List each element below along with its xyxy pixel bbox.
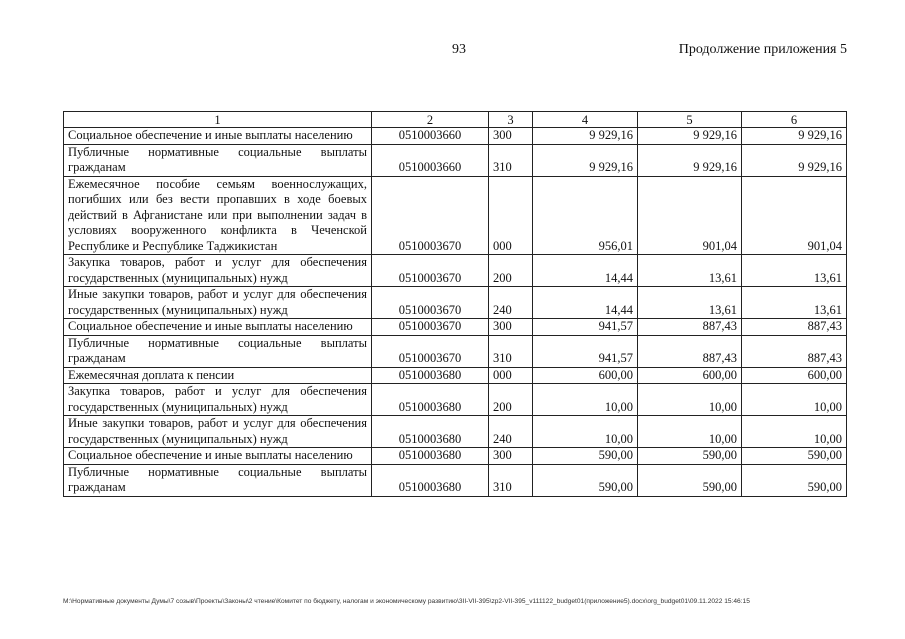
expense-type-code: 240 bbox=[489, 287, 533, 319]
expense-type-code: 300 bbox=[489, 128, 533, 145]
amount-col6: 13,61 bbox=[742, 255, 847, 287]
table-row bbox=[64, 448, 847, 465]
table-row bbox=[64, 367, 847, 384]
table-row bbox=[64, 144, 847, 176]
amount-col6: 13,61 bbox=[742, 287, 847, 319]
amount-col4: 600,00 bbox=[533, 367, 638, 384]
expense-name: Ежемесячное пособие семьям военнослужащих, погибших или без вести пропавших в ходе боевых действий в Афганистане или при выполнении задач в условиях вооруженного конфликта в Чеченской Республике и Республике Таджикистан bbox=[64, 176, 372, 255]
amount-col5: 13,61 bbox=[638, 255, 742, 287]
table-row bbox=[64, 255, 847, 287]
column-number-row bbox=[64, 112, 847, 128]
table-row bbox=[64, 416, 847, 448]
expense-type-code: 240 bbox=[489, 416, 533, 448]
expense-name: Социальное обеспечение и иные выплаты населению bbox=[64, 448, 372, 465]
table-row bbox=[64, 287, 847, 319]
target-article-code: 0510003680 bbox=[372, 367, 489, 384]
expense-name: Социальное обеспечение и иные выплаты населению bbox=[64, 128, 372, 145]
amount-col4: 10,00 bbox=[533, 384, 638, 416]
amount-col6: 9 929,16 bbox=[742, 144, 847, 176]
expense-name: Закупка товаров, работ и услуг для обеспечения государственных (муниципальных) нужд bbox=[64, 255, 372, 287]
amount-col5: 13,61 bbox=[638, 287, 742, 319]
expense-name: Социальное обеспечение и иные выплаты населению bbox=[64, 319, 372, 336]
expense-name: Иные закупки товаров, работ и услуг для обеспечения государственных (муниципальных) нужд bbox=[64, 287, 372, 319]
expense-type-code: 310 bbox=[489, 335, 533, 367]
expense-type-code: 310 bbox=[489, 144, 533, 176]
expense-type-code: 000 bbox=[489, 176, 533, 255]
amount-col6: 590,00 bbox=[742, 448, 847, 465]
amount-col6: 600,00 bbox=[742, 367, 847, 384]
target-article-code: 0510003660 bbox=[372, 128, 489, 145]
target-article-code: 0510003680 bbox=[372, 384, 489, 416]
annex-continuation-label: Продолжение приложения 5 bbox=[678, 42, 847, 57]
target-article-code: 0510003670 bbox=[372, 335, 489, 367]
column-header: 6 bbox=[742, 112, 847, 128]
table-row bbox=[64, 384, 847, 416]
column-header: 5 bbox=[638, 112, 742, 128]
amount-col4: 9 929,16 bbox=[533, 144, 638, 176]
amount-col4: 941,57 bbox=[533, 335, 638, 367]
amount-col4: 14,44 bbox=[533, 255, 638, 287]
expense-name: Публичные нормативные социальные выплаты гражданам bbox=[64, 464, 372, 496]
amount-col5: 887,43 bbox=[638, 319, 742, 336]
expense-type-code: 200 bbox=[489, 384, 533, 416]
table-row bbox=[64, 176, 847, 255]
target-article-code: 0510003680 bbox=[372, 416, 489, 448]
table-row bbox=[64, 319, 847, 336]
column-header: 2 bbox=[372, 112, 489, 128]
amount-col5: 600,00 bbox=[638, 367, 742, 384]
amount-col5: 901,04 bbox=[638, 176, 742, 255]
target-article-code: 0510003680 bbox=[372, 464, 489, 496]
table-row bbox=[64, 128, 847, 145]
expense-name: Иные закупки товаров, работ и услуг для обеспечения государственных (муниципальных) нужд bbox=[64, 416, 372, 448]
amount-col4: 14,44 bbox=[533, 287, 638, 319]
amount-col6: 9 929,16 bbox=[742, 128, 847, 145]
amount-col6: 10,00 bbox=[742, 384, 847, 416]
amount-col4: 9 929,16 bbox=[533, 128, 638, 145]
column-header: 3 bbox=[489, 112, 533, 128]
expense-type-code: 310 bbox=[489, 464, 533, 496]
target-article-code: 0510003670 bbox=[372, 287, 489, 319]
amount-col5: 590,00 bbox=[638, 464, 742, 496]
budget-table bbox=[63, 111, 847, 497]
expense-type-code: 300 bbox=[489, 448, 533, 465]
amount-col6: 901,04 bbox=[742, 176, 847, 255]
amount-col5: 9 929,16 bbox=[638, 144, 742, 176]
column-header: 4 bbox=[533, 112, 638, 128]
target-article-code: 0510003670 bbox=[372, 176, 489, 255]
amount-col4: 590,00 bbox=[533, 448, 638, 465]
amount-col5: 590,00 bbox=[638, 448, 742, 465]
table-row bbox=[64, 335, 847, 367]
amount-col4: 590,00 bbox=[533, 464, 638, 496]
document-file-path: M:\Нормативные документы Думы\7 созыв\Проекты\Законы\2 чтение\Комитет по бюджету, налогам и экономическому развитию\3II-VII-395\zp2-VII-395_v111122_budget01(приложение5).docx\org_budget01\09.11.2022 15:46:15 bbox=[63, 598, 750, 605]
expense-type-code: 300 bbox=[489, 319, 533, 336]
target-article-code: 0510003660 bbox=[372, 144, 489, 176]
amount-col4: 941,57 bbox=[533, 319, 638, 336]
expense-name: Ежемесячная доплата к пенсии bbox=[64, 367, 372, 384]
page-number: 93 bbox=[452, 42, 466, 57]
amount-col6: 590,00 bbox=[742, 464, 847, 496]
expense-name: Закупка товаров, работ и услуг для обеспечения государственных (муниципальных) нужд bbox=[64, 384, 372, 416]
target-article-code: 0510003670 bbox=[372, 319, 489, 336]
expense-name: Публичные нормативные социальные выплаты гражданам bbox=[64, 144, 372, 176]
expense-type-code: 200 bbox=[489, 255, 533, 287]
amount-col5: 887,43 bbox=[638, 335, 742, 367]
target-article-code: 0510003670 bbox=[372, 255, 489, 287]
expense-type-code: 000 bbox=[489, 367, 533, 384]
column-header: 1 bbox=[64, 112, 372, 128]
amount-col6: 887,43 bbox=[742, 319, 847, 336]
amount-col5: 10,00 bbox=[638, 384, 742, 416]
amount-col4: 10,00 bbox=[533, 416, 638, 448]
amount-col5: 9 929,16 bbox=[638, 128, 742, 145]
amount-col6: 10,00 bbox=[742, 416, 847, 448]
table-row bbox=[64, 464, 847, 496]
target-article-code: 0510003680 bbox=[372, 448, 489, 465]
amount-col4: 956,01 bbox=[533, 176, 638, 255]
amount-col5: 10,00 bbox=[638, 416, 742, 448]
amount-col6: 887,43 bbox=[742, 335, 847, 367]
expense-name: Публичные нормативные социальные выплаты гражданам bbox=[64, 335, 372, 367]
